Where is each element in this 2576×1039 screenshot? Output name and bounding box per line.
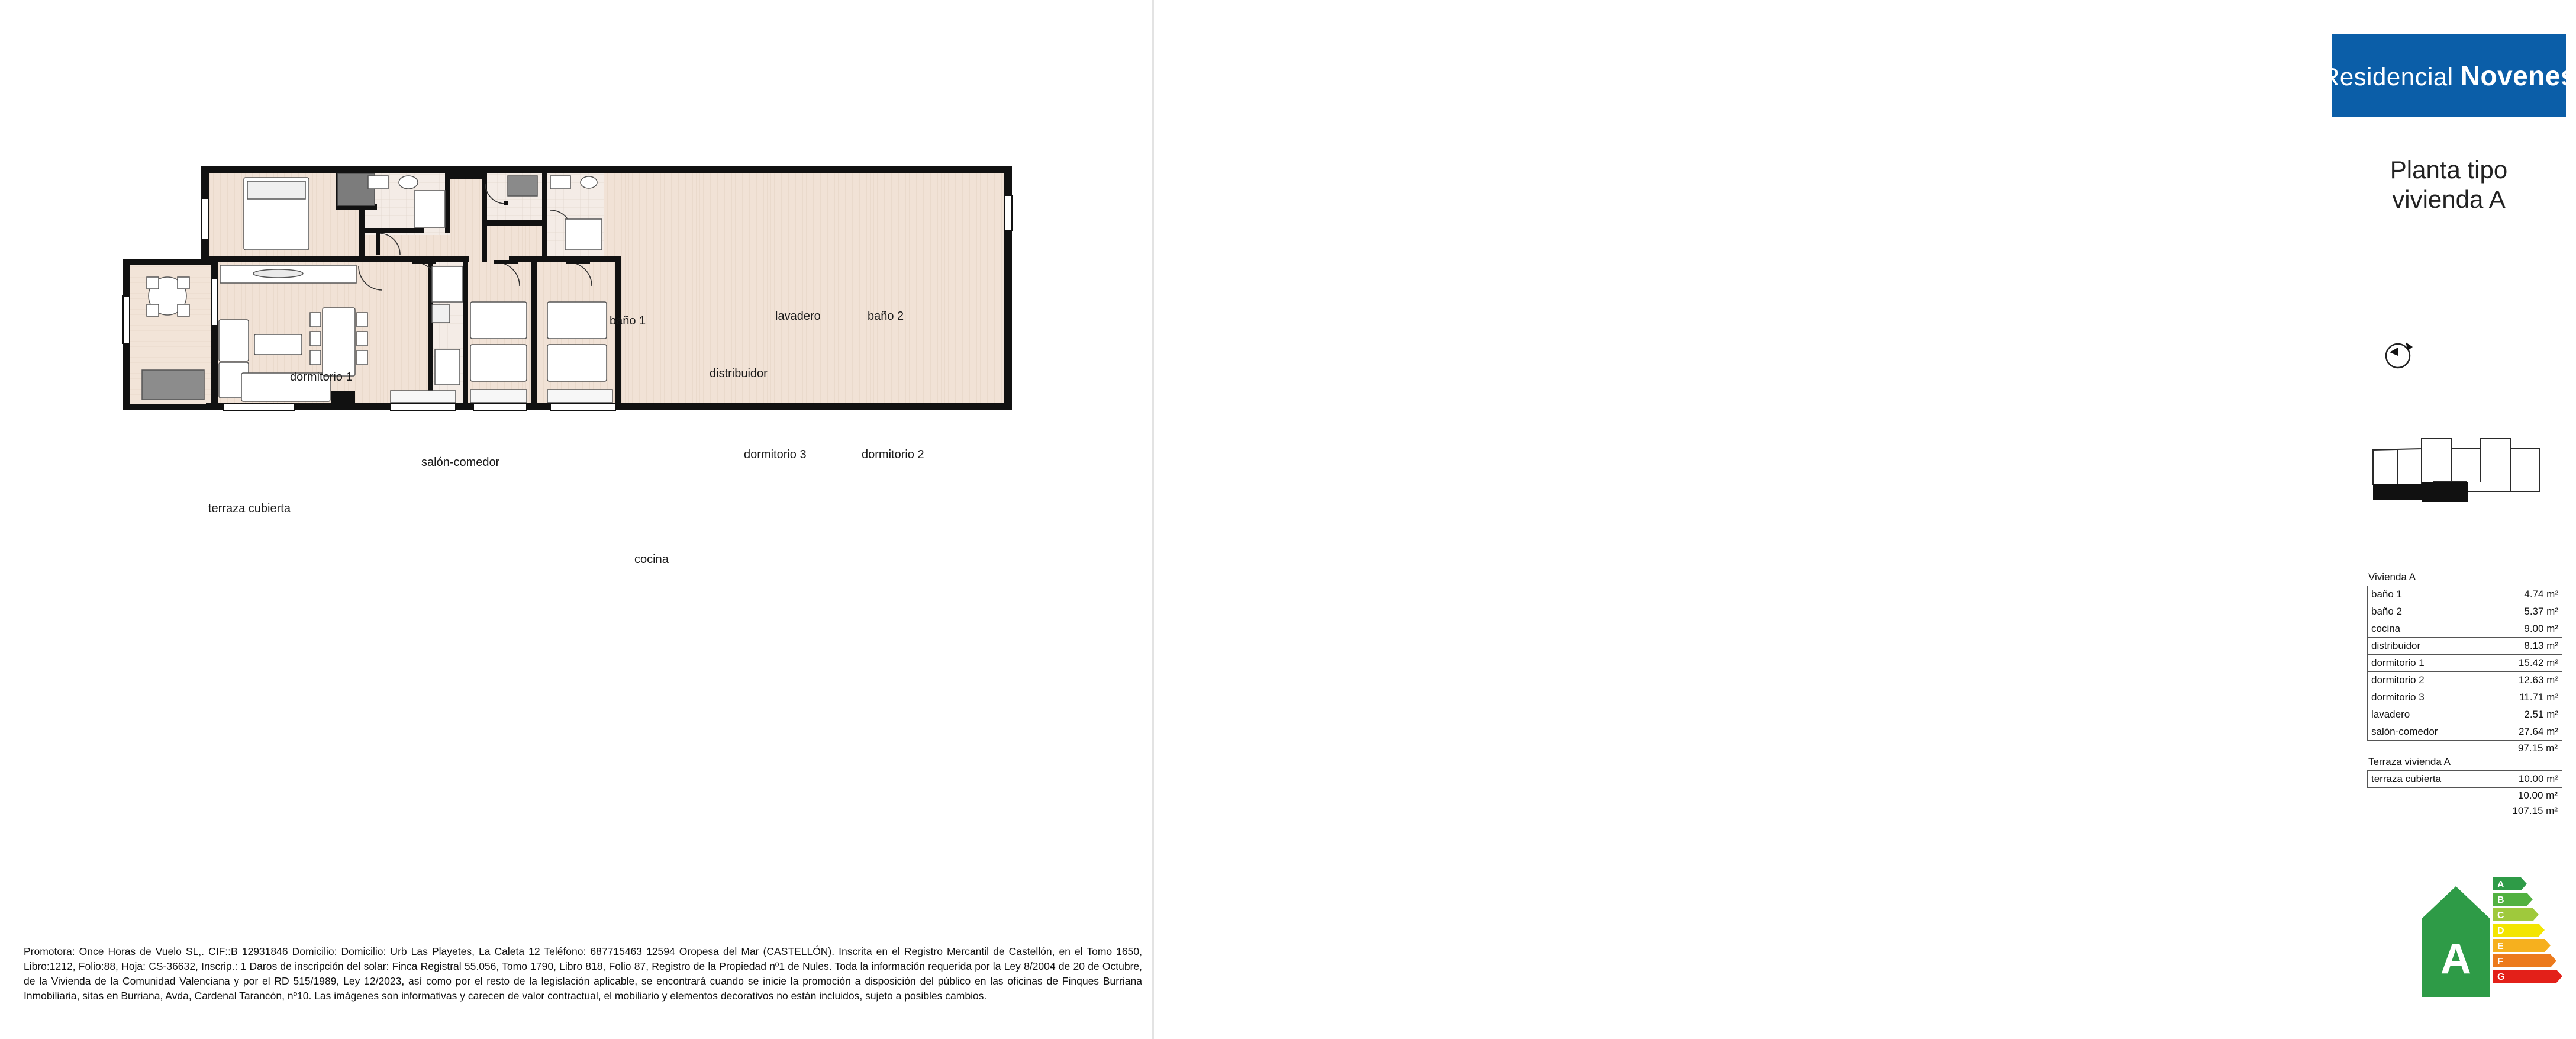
area-value: 5.37 m² (2485, 603, 2562, 620)
brand-name-part1: Residencial (2321, 63, 2461, 91)
area-value: 8.13 m² (2485, 638, 2562, 655)
area-value: 10.00 m² (2485, 771, 2562, 788)
page-title (2332, 155, 2566, 214)
areas-subtotal-terrace: 10.00 m² (2517, 790, 2558, 801)
table-row (2368, 706, 2562, 723)
svg-text:C: C (2497, 911, 2504, 921)
area-label: baño 1 (2368, 586, 2485, 603)
area-label: lavadero (2368, 706, 2485, 723)
table-row (2368, 638, 2562, 655)
areas-table-dwelling (2367, 586, 2562, 741)
room-label-salon-comedor: salón-comedor (421, 456, 500, 469)
room-label-dormitorio-1: dormitorio 1 (290, 371, 353, 384)
room-label-distribuidor: distribuidor (710, 367, 768, 380)
area-value: 11.71 m² (2485, 689, 2562, 706)
legal-disclaimer: Promotora: Once Horas de Vuelo SL,. CIF::B 12931846 Domicilio: Domicilio: Urb Las Playetes, La Caleta 12 Teléfono: 687715463 12594 Oropesa del Mar (CASTELLÓN). Inscrita en el Registro Mercantil de Castellón, en el Tomo 1650, Libro:1212, Folio:88, Hoja: CS-36632, Inscrip.: 1 Daros de inscripción del solar: Finca Registral 55.056, Tomo 1790, Libro 818, Folio 87, Registro de la Propiedad nº1 de Nules. Toda la información requerida por la Ley 8/2004 de 20 de Octubre, de la Vivienda de la Comunidad Valenciana y por el RD 515/1989, Ley 12/2023, así como por el resto de la legislación aplicable, se encontrará cuando se inicie la promoción a disposición del público en las oficinas de Finques Burriana Inmobiliaria, sitas en Burriana, Avda, Cardenal Tarancón, nº10. Las imágenes son informativas y carecen de valor contractual, el mobiliario y elementos decorativos no están incluidos, sujeto a posibles cambios. (24, 945, 1142, 1002)
svg-text:G: G (2497, 972, 2505, 982)
areas-table-terrace (2367, 770, 2562, 788)
areas-total: 107.15 m² (2512, 805, 2558, 816)
floor-plan (0, 0, 1154, 924)
table-row (2368, 771, 2562, 788)
svg-text:B: B (2497, 895, 2504, 905)
area-value: 9.00 m² (2485, 620, 2562, 638)
table-row (2368, 603, 2562, 620)
room-label-dormitorio-3: dormitorio 3 (744, 448, 807, 461)
svg-text:E: E (2497, 941, 2504, 951)
areas-table (2367, 571, 2562, 819)
area-label: baño 2 (2368, 603, 2485, 620)
page-title-line2: vivienda A (2392, 185, 2506, 213)
room-label-lavadero: lavadero (775, 310, 821, 323)
table-row (2368, 620, 2562, 638)
area-label: dormitorio 3 (2368, 689, 2485, 706)
area-label: terraza cubierta (2368, 771, 2485, 788)
areas-subtotal-dwelling: 97.15 m² (2517, 742, 2558, 754)
energy-rating-icon (2414, 860, 2562, 1008)
area-value: 27.64 m² (2485, 723, 2562, 741)
room-label-bano-2: baño 2 (868, 310, 904, 323)
svg-text:D: D (2497, 926, 2504, 936)
svg-text:A: A (2497, 880, 2504, 890)
area-label: dormitorio 1 (2368, 655, 2485, 672)
page-title-line1: Planta tipo (2390, 156, 2508, 184)
area-label: dormitorio 2 (2368, 672, 2485, 689)
energy-rating-letter: A (2440, 935, 2471, 983)
table-row (2368, 689, 2562, 706)
north-arrow-icon (2382, 337, 2416, 372)
room-label-cocina: cocina (634, 553, 669, 566)
area-value: 4.74 m² (2485, 586, 2562, 603)
areas-caption-dwelling: Vivienda A (2368, 571, 2416, 583)
area-label: salón-comedor (2368, 723, 2485, 741)
area-value: 15.42 m² (2485, 655, 2562, 672)
area-label: distribuidor (2368, 638, 2485, 655)
area-value: 12.63 m² (2485, 672, 2562, 689)
area-value: 2.51 m² (2485, 706, 2562, 723)
info-panel (1155, 0, 2576, 1039)
area-label: cocina (2368, 620, 2485, 638)
key-plan-icon (2362, 425, 2558, 508)
table-row (2368, 655, 2562, 672)
room-label-bano-1: baño 1 (610, 314, 646, 327)
areas-caption-terrace: Terraza vivienda A (2368, 756, 2451, 767)
watermark: finques Burriana (521, 486, 784, 528)
svg-text:F: F (2497, 957, 2503, 967)
panel-divider (1152, 0, 1154, 1039)
table-row (2368, 723, 2562, 741)
table-row (2368, 672, 2562, 689)
room-label-dormitorio-2: dormitorio 2 (862, 448, 924, 461)
table-row (2368, 586, 2562, 603)
brand-logo (2321, 34, 2576, 117)
room-label-terraza-cubierta: terraza cubierta (208, 502, 291, 515)
brand-name-part2: Novenes (2460, 60, 2576, 91)
